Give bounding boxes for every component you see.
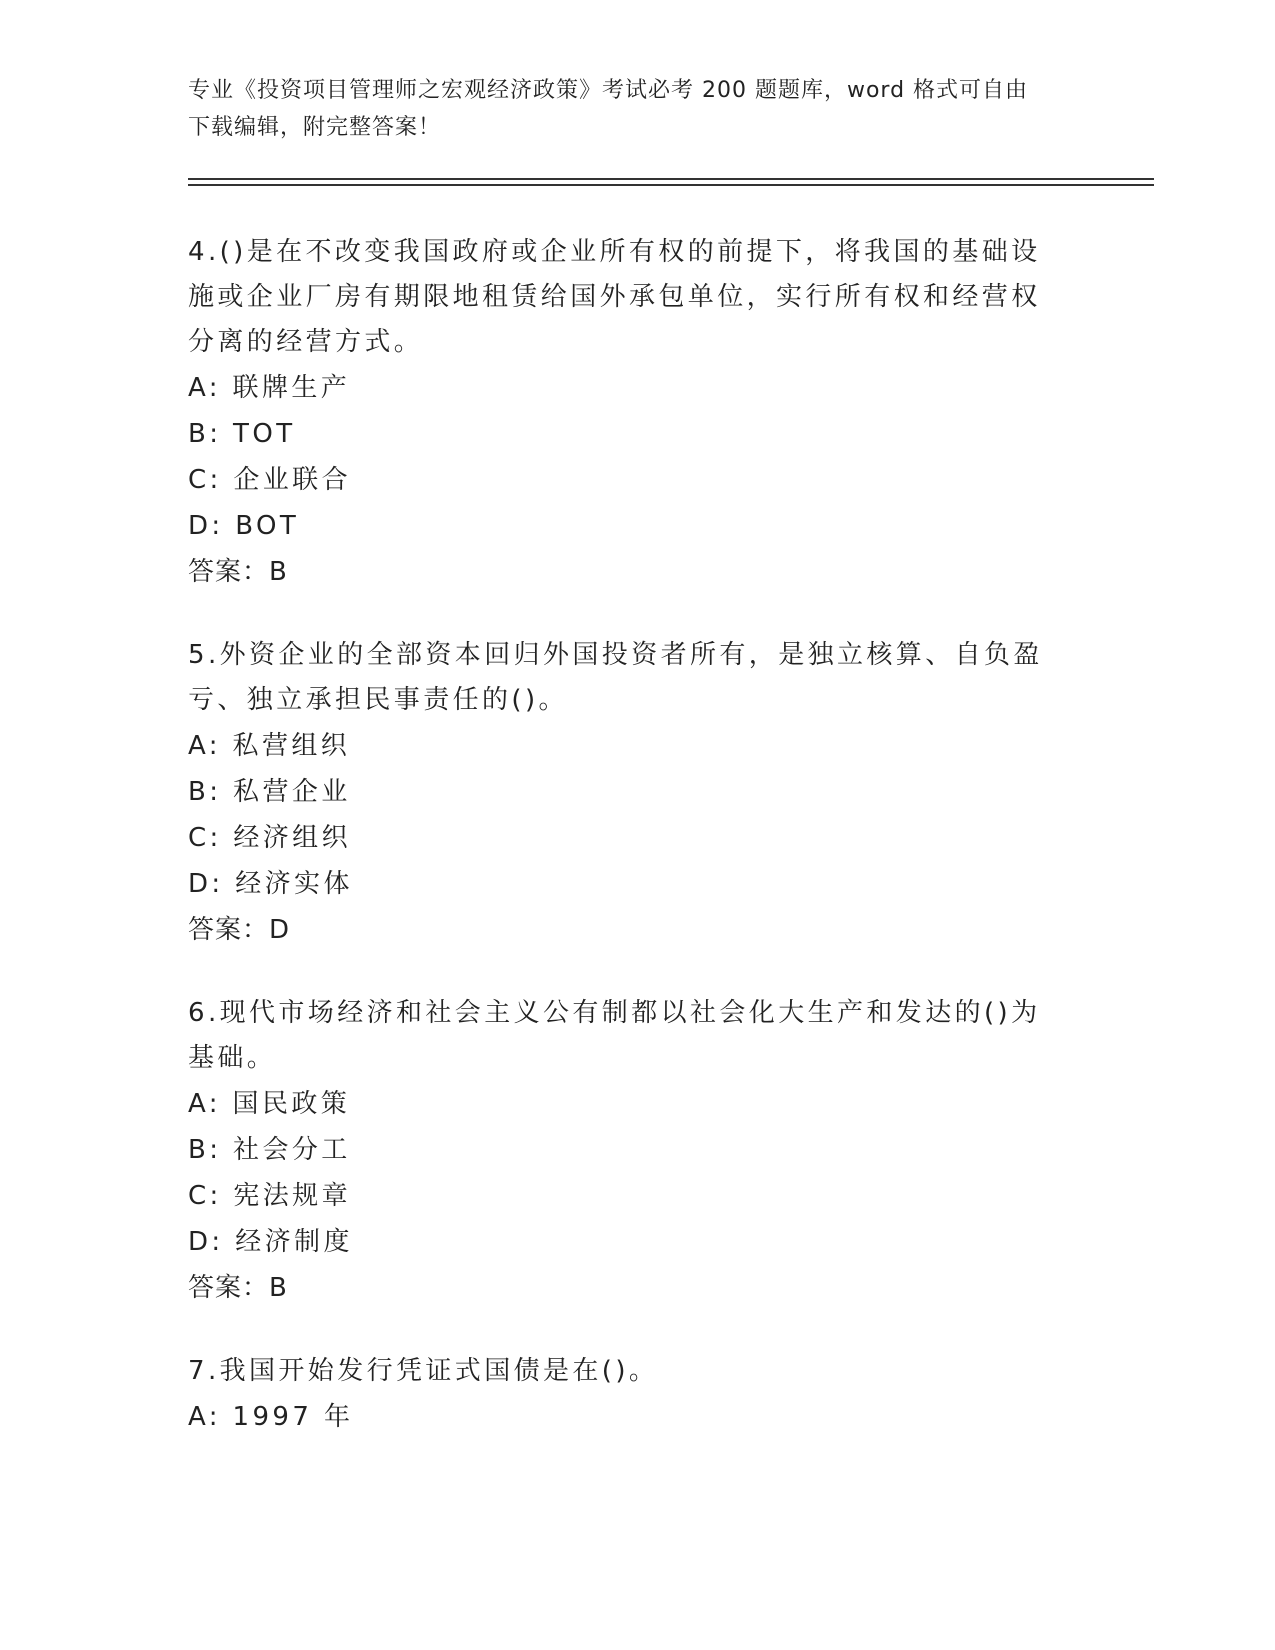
header-line-2: 下载编辑，附完整答案！ (188, 115, 442, 140)
document-header (188, 72, 1088, 146)
question-6 (188, 991, 1068, 1311)
question-4 (188, 230, 1068, 595)
option-b: B: 社会分工 (188, 1135, 351, 1165)
option-a: A: 1997 年 (188, 1402, 354, 1432)
question-5 (188, 633, 1068, 953)
question-stem: 7.我国开始发行凭证式国债是在()。 (188, 1356, 659, 1386)
option-d: D: BOT (188, 511, 300, 541)
option-d: D: 经济实体 (188, 869, 353, 899)
question-7 (188, 1349, 1068, 1440)
answer-label: 答案：B (188, 557, 288, 587)
option-b: B: TOT (188, 419, 296, 449)
option-a: A: 国民政策 (188, 1089, 351, 1119)
header-divider-bottom (188, 184, 1154, 186)
option-d: D: 经济制度 (188, 1227, 353, 1257)
option-c: C: 宪法规章 (188, 1181, 351, 1211)
option-a: A: 私营组织 (188, 731, 351, 761)
header-line-1: 专业《投资项目管理师之宏观经济政策》考试必考 200 题题库，word 格式可自由 (188, 78, 1029, 103)
question-list (188, 230, 1068, 1478)
header-divider-top (188, 178, 1154, 180)
question-stem: 4.()是在不改变我国政府或企业所有权的前提下，将我国的基础设施或企业厂房有期限地租赁给国外承包单位，实行所有权和经营权分离的经营方式。 (188, 237, 1041, 357)
answer-label: 答案：B (188, 1273, 288, 1303)
question-stem: 5.外资企业的全部资本回归外国投资者所有，是独立核算、自负盈亏、独立承担民事责任的()。 (188, 640, 1043, 715)
question-stem: 6.现代市场经济和社会主义公有制都以社会化大生产和发达的()为基础。 (188, 998, 1041, 1073)
answer-label: 答案：D (188, 915, 291, 945)
option-b: B: 私营企业 (188, 777, 351, 807)
option-c: C: 经济组织 (188, 823, 351, 853)
option-c: C: 企业联合 (188, 465, 351, 495)
option-a: A: 联牌生产 (188, 373, 351, 403)
